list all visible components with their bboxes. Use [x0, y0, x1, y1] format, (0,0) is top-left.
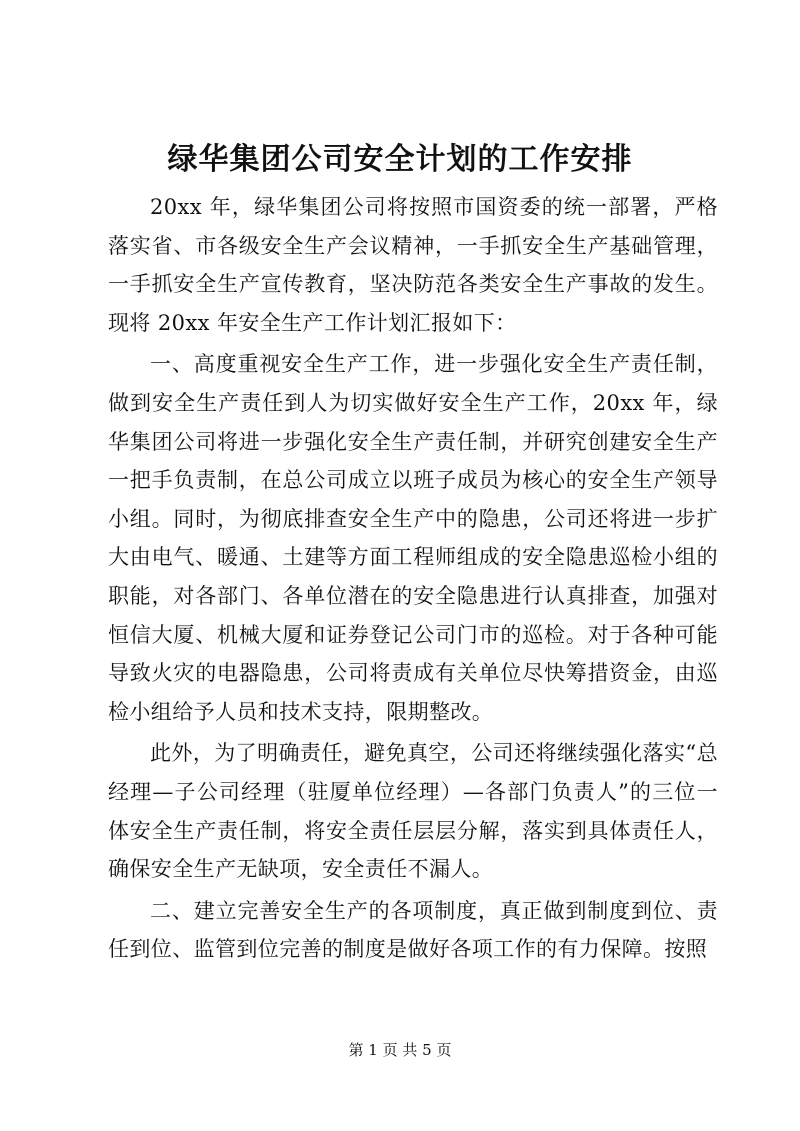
paragraph-responsibility: 此外，为了明确责任，避免真空，公司还将继续强化落实“总经理—子公司经理（驻厦单位经理）—各部门负责人”的三位一体安全生产责任制，将安全责任层层分解，落实到具体责任人，确保安全生产无缺项，安全责任不漏人。 [108, 741, 718, 882]
page-number-footer: 第 1 页 共 5 页 [348, 1041, 452, 1059]
paragraph-section-two: 二、建立完善安全生产的各项制度，真正做到制度到位、责任到位、监管到位完善的制度是做好各项工作的有力保障。按照 [108, 898, 718, 962]
paragraph-intro: 20xx 年，绿华集团公司将按照市国资委的统一部署，严格落实省、市各级安全生产会议精神，一手抓安全生产基础管理，一手抓安全生产宣传教育，坚决防范各类安全生产事故的发生。现将 20xx 年安全生产工作计划汇报如下： [108, 195, 718, 335]
paragraph-section-one: 一、高度重视安全生产工作，进一步强化安全生产责任制，做到安全生产责任到人为切实做好安全生产工作，20xx 年，绿华集团公司将进一步强化安全生产责任制，并研究创建安全生产一把手负责制，在总公司成立以班子成员为核心的安全生产领导小组。同时，为彻底排查安全生产中的隐患，公司还将进一步扩大由电气、暖通、土建等方面工程师组成的安全隐患巡检小组的职能，对各部门、各单位潜在的安全隐患进行认真排查，加强对恒信大厦、机械大厦和证券登记公司门市的巡检。对于各种可能导致火灾的电器隐患，公司将责成有关单位尽快筹措资金，由巡检小组给予人员和技术支持，限期整改。 [108, 352, 718, 724]
document-title: 绿华集团公司安全计划的工作安排 [167, 142, 633, 177]
document-body [108, 188, 718, 972]
